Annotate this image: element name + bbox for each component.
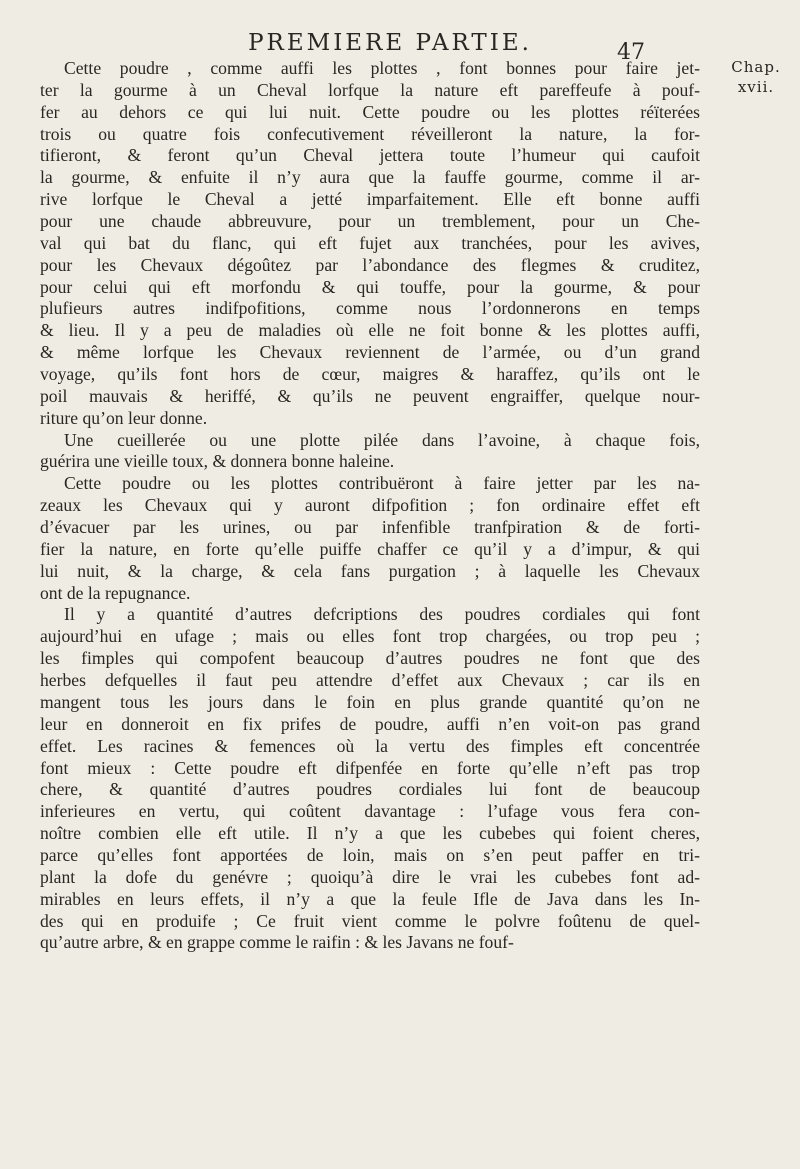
text-line: trois ou quatre fois confecutivement réveilleront la nature, la for- (40, 123, 700, 144)
text-line: aujourd’hui en ufage ; mais ou elles font trop chargées, ou trop peu ; (40, 626, 700, 647)
page-number: 47 (617, 40, 645, 65)
text-line: parce qu’elles font apportées de loin, mais on s’en peut paffer en tri- (40, 844, 700, 865)
chapter-label: Chap. (731, 58, 781, 76)
text-line: Il y a quantité d’autres defcriptions des poudres cordiales qui font (64, 604, 700, 625)
text-line: des qui en produife ; Ce fruit vient comme le polvre foûtenu de quel- (40, 910, 700, 931)
text-line: les fimples qui compofent beaucoup d’autres poudres ne font que des (40, 648, 700, 669)
text-line: Cette poudre ou les plottes contribuëront à faire jetter par les na- (64, 473, 700, 494)
text-line: noître combien elle eft utile. Il n’y a que les cubebes qui foient cheres, (40, 823, 700, 844)
text-line: d’évacuer par les urines, ou par infenfible tranfpiration & de forti- (40, 517, 700, 538)
text-line: riture qu’on leur donne. (40, 407, 208, 428)
text-line: voyage, qu’ils font hors de cœur, maigres & haraffez, qu’ils ont le (40, 364, 700, 385)
text-line: leur en donneroit en fix prifes de poudre, auffi n’en voit-on pas grand (40, 713, 700, 734)
text-line: pour les Chevaux dégoûtez par l’abondance des flegmes & cruditez, (40, 254, 700, 275)
text-line: pour celui qui eft morfondu & qui touffe, pour la gourme, & pour (40, 276, 700, 297)
text-line: Cette poudre , comme auffi les plottes , font bonnes pour faire jet- (64, 58, 700, 78)
text-line: pour une chaude abbreuvure, pour un tremblement, pour un Che- (40, 211, 700, 232)
text-line: mangent tous les jours dans le foin en plus grande quantité qu’on ne (40, 691, 700, 712)
running-title: PREMIERE PARTIE. (248, 30, 532, 56)
text-line: guérira une vieille toux, & donnera bonne haleine. (40, 451, 395, 472)
text-line: lui nuit, & la charge, & cela fans purgation ; à laquelle les Chevaux (40, 560, 700, 581)
text-line: & même lorfque les Chevaux reviennent de l’armée, ou d’un grand (40, 342, 700, 363)
text-line: val qui bat du flanc, qui eft fujet aux tranchées, pour les avives, (40, 232, 700, 253)
chapter-margin-note (726, 57, 786, 97)
body-text (40, 58, 700, 954)
chapter-number: xvii. (737, 78, 775, 96)
text-line: Une cueillerée ou une plotte pilée dans l’avoine, à chaque fois, (64, 429, 700, 450)
text-line: mirables en leurs effets, il n’y a que la feule Ifle de Java dans les In- (40, 888, 700, 909)
text-line: ont de la repugnance. (40, 582, 191, 603)
text-line: plant la dofe du genévre ; quoiqu’à dire le vrai les cubebes font ad- (40, 866, 700, 887)
text-line: poil mauvais & heriffé, & qu’ils ne peuvent engraiffer, quelque nour- (40, 385, 700, 406)
text-line: ter la gourme à un Cheval lorfque la nature eft pareffeufe à pouf- (40, 79, 700, 100)
text-line: fier la nature, en forte qu’elle puiffe chaffer ce qu’il y a d’impur, & qui (40, 538, 700, 559)
text-line: qu’autre arbre, & en grappe comme le raifin : & les Javans ne fouf- (40, 932, 514, 953)
text-line: tifieront, & feront qu’un Cheval jettera toute l’humeur qui caufoit (40, 145, 700, 166)
text-line: herbes defquelles il faut peu attendre d’effet aux Chevaux ; car ils en (40, 670, 700, 691)
text-line: effet. Les racines & femences où la vertu des fimples eft concentrée (40, 735, 700, 756)
text-line: plufieurs autres indifpofitions, comme nous l’ordonnerons en temps (40, 298, 700, 319)
text-line: la gourme, & enfuite il n’y aura que la fauffe gourme, comme il ar- (40, 167, 700, 188)
text-line: font mieux : Cette poudre eft difpenfée en forte qu’elle n’eft pas trop (40, 757, 700, 778)
text-line: inferieures en vertu, qui coûtent davantage : l’ufage vous fera con- (40, 801, 700, 822)
text-line: chere, & quantité d’autres poudres cordiales lui font de beaucoup (40, 779, 700, 800)
text-line: fer au dehors ce qui lui nuit. Cette poudre ou les plottes réïterées (40, 101, 700, 122)
text-line: & lieu. Il y a peu de maladies où elle ne foit bonne & les plottes auffi, (40, 320, 700, 341)
text-line: rive lorfque le Cheval a jetté imparfaitement. Elle eft bonne auffi (40, 189, 700, 210)
text-line: zeaux les Chevaux qui y auront difpofition ; fon ordinaire effet eft (40, 495, 700, 516)
